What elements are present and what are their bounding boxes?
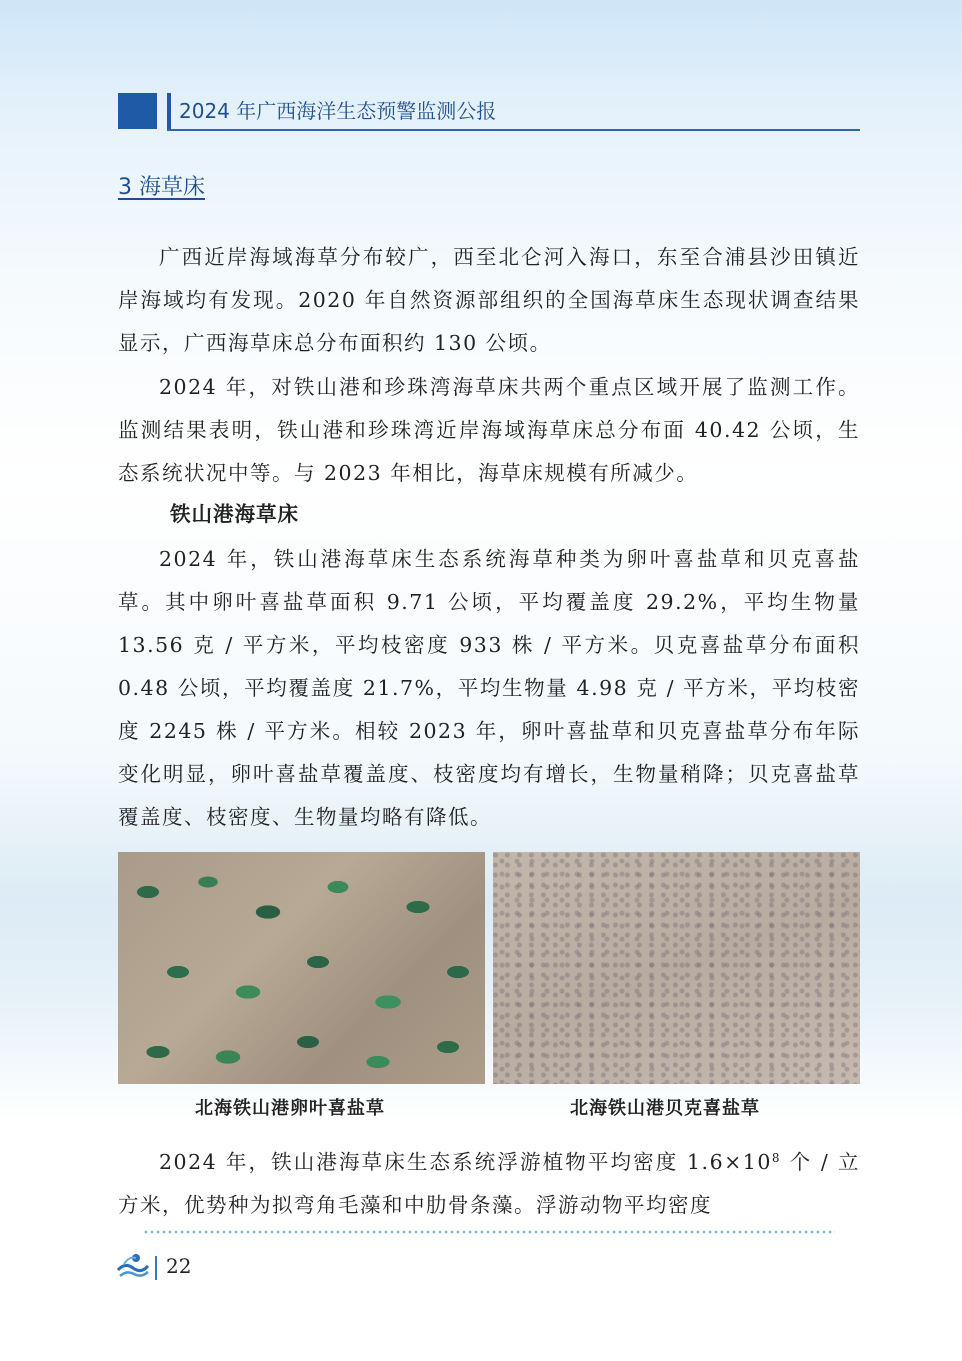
paragraph-4-text-b: 个 / 立方米，优势种为拟弯角毛藻和中肋骨条藻。浮游动物平均密度 bbox=[118, 1150, 860, 1217]
paragraph-4-text-a: 2024 年，铁山港海草床生态系统浮游植物平均密度 1.6×10 bbox=[159, 1150, 772, 1174]
photo-halophila-ovalis bbox=[118, 852, 485, 1084]
footer-divider bbox=[155, 1256, 157, 1280]
paragraph-4 bbox=[118, 1141, 860, 1227]
paragraph-4-superscript: 8 bbox=[771, 1151, 782, 1165]
subheading-tieshangang: 铁山港海草床 bbox=[170, 502, 299, 526]
caption-right: 北海铁山港贝克喜盐草 bbox=[570, 1098, 760, 1119]
paragraph-3-block bbox=[118, 538, 860, 839]
caption-left: 北海铁山港卵叶喜盐草 bbox=[195, 1098, 385, 1119]
photo-halophila-beccarii bbox=[493, 852, 860, 1084]
section-heading: 3 海草床 bbox=[118, 175, 205, 200]
page-number: 22 bbox=[166, 1254, 192, 1278]
paragraph-1: 广西近岸海域海草分布较广，西至北仑河入海口，东至合浦县沙田镇近岸海域均有发现。2020 年自然资源部组织的全国海草床生态现状调查结果显示，广西海草床总分布面积约 130 公顷。 bbox=[118, 245, 860, 355]
paragraph-2-block bbox=[118, 366, 860, 495]
paragraph-3: 2024 年，铁山港海草床生态系统海草种类为卵叶喜盐草和贝克喜盐草。其中卵叶喜盐草面积 9.71 公顷，平均覆盖度 29.2%，平均生物量 13.56 克 / 平方米，平均枝密度 933 株 / 平方米。贝克喜盐草分布面积 0.48 公顷，平均覆盖度 21.7%，平均生物量 4.98 克 / 平方米，平均枝密度 2245 株 / 平方米。相较 2023 年，卵叶喜盐草和贝克喜盐草分布年际变化明显，卵叶喜盐草覆盖度、枝密度均有增长，生物量稍降；贝克喜盐草覆盖度、枝密度、生物量均略有降低。 bbox=[118, 547, 860, 829]
paragraph-1-block bbox=[118, 236, 860, 365]
paragraph-4-block bbox=[118, 1141, 860, 1227]
header-color-block bbox=[118, 93, 157, 129]
running-header-title: 2024 年广西海洋生态预警监测公报 bbox=[167, 93, 496, 129]
wave-logo-icon bbox=[116, 1250, 150, 1280]
footer-wave-divider bbox=[143, 1229, 835, 1235]
header-rule bbox=[167, 129, 860, 131]
paragraph-2: 2024 年，对铁山港和珍珠湾海草床共两个重点区域开展了监测工作。监测结果表明，铁山港和珍珠湾近岸海域海草床总分布面 40.42 公顷，生态系统状况中等。与 2023 年相比，海草床规模有所减少。 bbox=[118, 375, 860, 485]
